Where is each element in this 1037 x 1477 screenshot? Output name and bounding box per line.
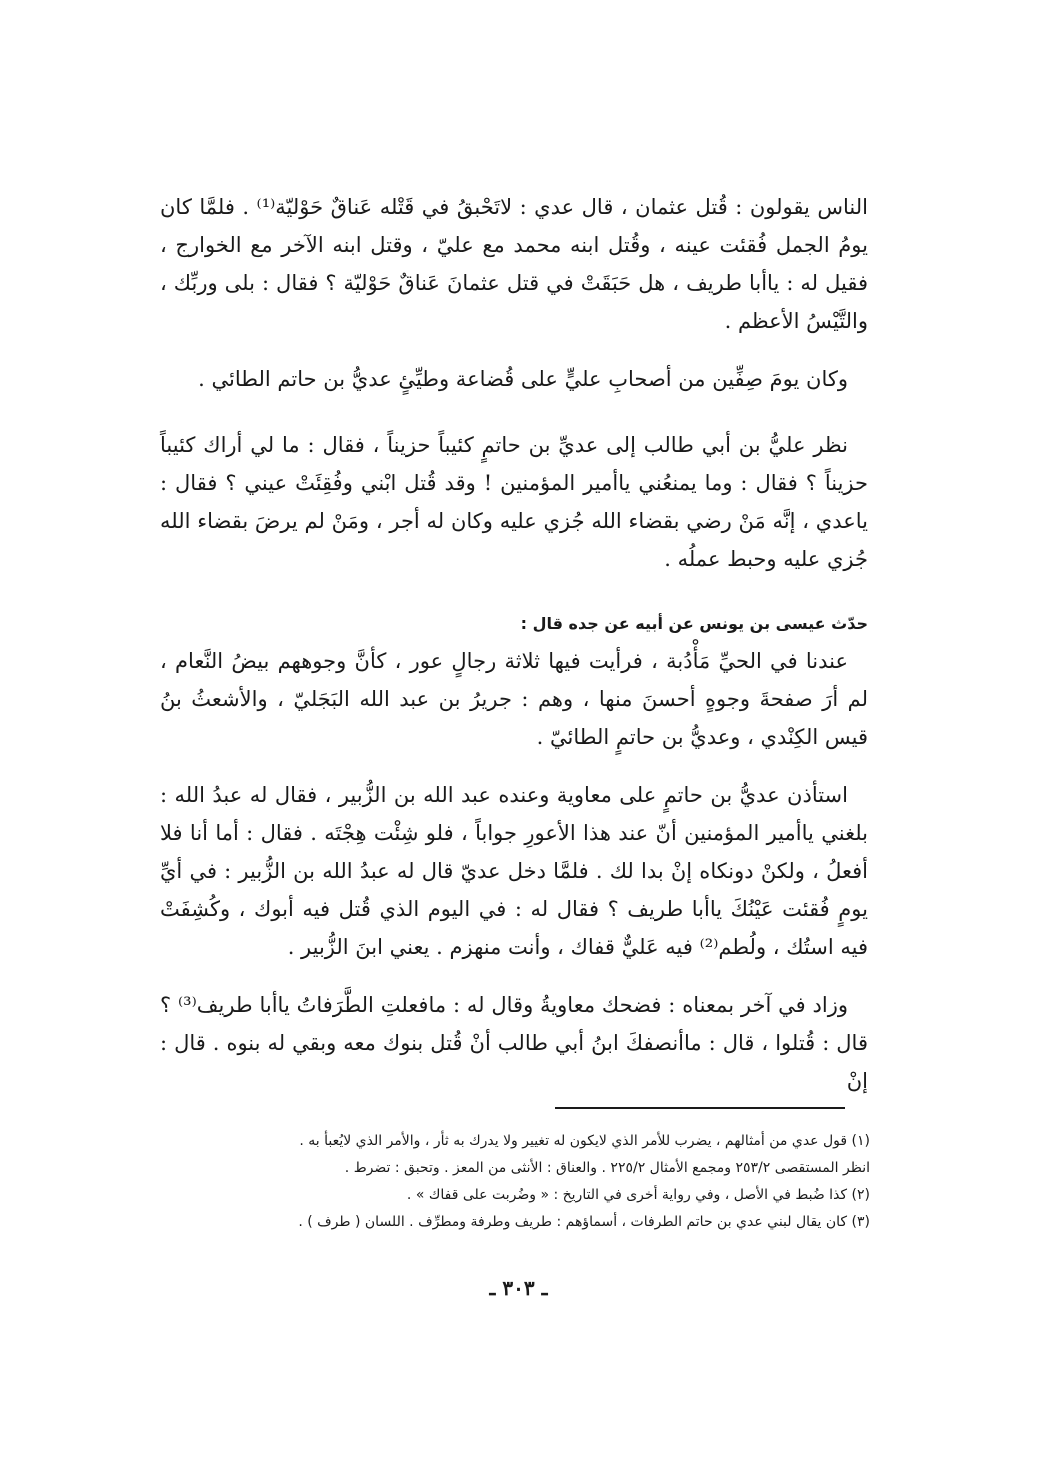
paragraph-4: عندنا في الحيِّ مَأْدُبة ، فرأيت فيها ثلاثة رجالٍ عور ، كأنَّ وجوههم بيضُ النَّعام ، لم أرَ صفحةَ وجوهٍ أحسنَ منها ، وهم : جريرُ بن عبد الله البَجَليّ ، والأشعثُ بنُ قيس الكِنْدي ، وعديُّ بن حاتمٍ الطائيّ .	[160, 649, 868, 749]
paragraph-3: نظر عليُّ بن أبي طالب إلى عديِّ بن حاتمٍ كئيباً حزيناً ، فقال : ما لي أراك كئيباً حزيناً ؟ فقال : وما يمنعُني ياأمير المؤمنين ! وقد قُتل ابْني وفُقِئَتْ عيني ؟ فقال : ياعدي ، إنَّه مَنْ رضي بقضاء الله جُزي عليه وكان له أجر ، ومَنْ لم يرضَ بقضاء الله جُزي عليه وحبط عملُه .	[160, 433, 868, 571]
main-text	[160, 188, 868, 1120]
footnote-1: (١) قول عدي من أمثالهم ، يضرب للأمر الذي لايكون له تغيير ولا يدرك به ثأر ، والأمر الذي لايُعبأ به .	[299, 1133, 870, 1149]
paragraph-1: الناس يقولون : قُتل عثمان ، قال عدي : لاتَحْبقُ في قَتْله عَناقٌ حَوْليّة⁽¹⁾ . فلمَّا كان يومُ الجمل فُقئت عينه ، وقُتل ابنه محمد مع عليّ ، وقتل ابنه الآخر مع الخوارج ، فقيل له : ياأبا طريف ، هل حَبَقَتْ في قتل عثمانَ عَناقٌ حَوْليّة ؟ فقال : بلى وربِّك ، والتَّيْسُ الأعظم .	[160, 195, 868, 333]
footnote-1-continued: انظر المستقصى ٢٥٣/٢ ومجمع الأمثال ٢٢٥/٢ . والعناق : الأنثى من المعز . وتحبق : تضرط .	[344, 1160, 870, 1176]
footnote-2: (٢) كذا ضُبط في الأصل ، وفي رواية أخرى في التاريخ : « وضُربت على قفاك » .	[406, 1187, 870, 1203]
section-heading: حدّث عيسى بن يونس عن أبيه عن جده قال :	[520, 614, 868, 633]
paragraph-6: وزاد في آخر بمعناه : فضحك معاويةُ وقال له : مافعلتِ الطَّرَفاتُ ياأبا طريف⁽³⁾ ؟ قال : قُتلوا ، قال : ماأنصفكَ ابنُ أبي طالب أنْ قُتل بنوك معه وبقي له بنوه . قال : إنْ	[160, 993, 868, 1093]
page-number: ـ ٣٠٣ ـ	[489, 1276, 548, 1300]
paragraph-5: استأذن عديُّ بن حاتمٍ على معاوية وعنده عبد الله بن الزُّبير ، فقال له عبدُ الله : بلغني ياأمير المؤمنين أنّ عند هذا الأعورِ جواباً ، فلو شِئْت هِجْتَه . فقال : أما أنا فلا أفعلُ ، ولكنْ دونكاه إنْ بدا لك . فلمَّا دخل عديّ قال له عبدُ الله بن الزُّبير : في أيِّ يومٍ فُقئت عَيْنُكَ ياأبا طريف ؟ فقال له : في اليوم الذي قُتل فيه أبوك ، وكُشِفَتْ فيه استُك ، ولُطم⁽²⁾ فيه عَليٌّ قفاك ، وأنت منهزم . يعني ابنَ الزُّبير .	[160, 783, 868, 959]
paragraph-2: وكان يومَ صِفِّين من أصحابِ عليٍّ على قُضاعة وطيِّئٍ عديُّ بن حاتم الطائي .	[198, 367, 848, 391]
footnote-3: (٣) كان يقال لبني عدي بن حاتم الطرفات ، أسماؤهم : طريف وطرفة ومطرِّف . اللسان ( طرف ) .	[298, 1214, 870, 1230]
footnotes	[150, 1128, 870, 1236]
footnote-divider	[555, 1107, 845, 1109]
